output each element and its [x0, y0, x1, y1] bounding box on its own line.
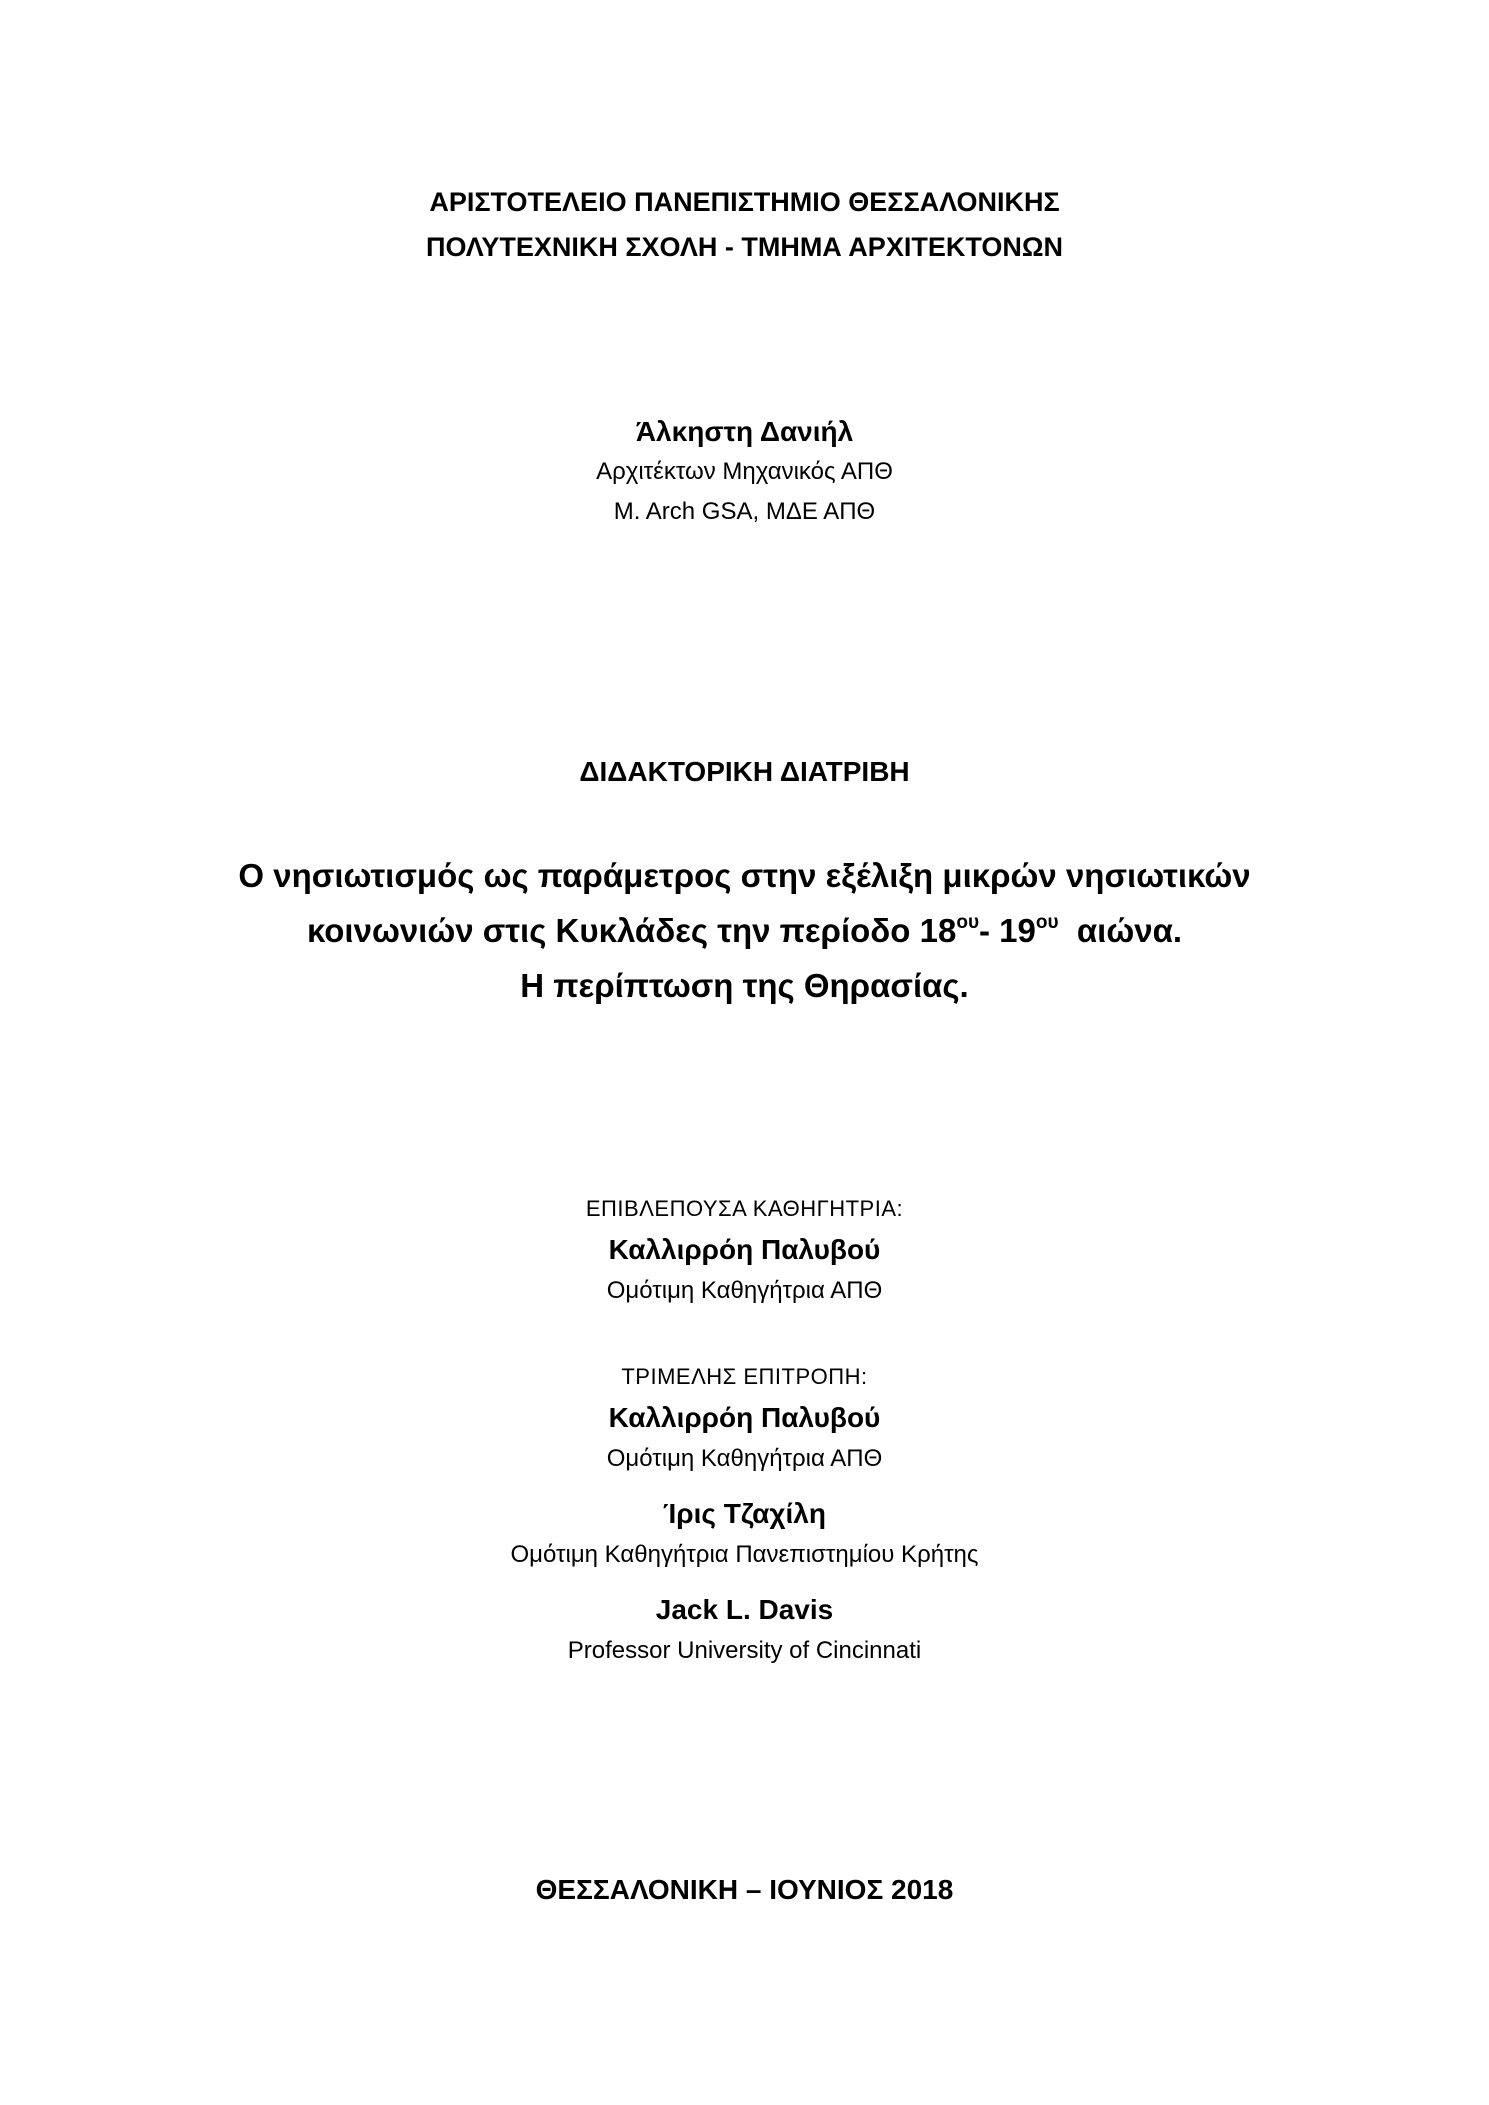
committee-member-name: Jack L. Davis — [655, 1594, 834, 1625]
committee-member-name: Ίρις Τζαχίλη — [663, 1498, 826, 1529]
supervisor-block — [0, 1190, 1489, 1310]
committee-member — [0, 1396, 1489, 1478]
title-line-2-text-a: κοινωνιών στις Κυκλάδες την περίοδο 18 — [306, 912, 957, 949]
committee-label: ΤΡΙΜΕΛΗΣ ΕΠΙΤΡΟΠΗ: — [621, 1364, 868, 1389]
committee-block — [0, 1358, 1489, 1670]
supervisor-label: ΕΠΙΒΛΕΠΟΥΣΑ ΚΑΘΗΓΗΤΡΙΑ: — [585, 1196, 904, 1221]
supervisor-name: Καλλιρρόη Παλυβού — [608, 1234, 881, 1265]
title-superscript-2: ου — [1035, 912, 1059, 933]
title-line-2 — [0, 903, 1489, 958]
committee-member-role: Ομότιμη Καθηγήτρια Πανεπιστημίου Κρήτης — [510, 1541, 979, 1568]
title-line-2-text-c: αιώνα. — [1058, 912, 1183, 949]
committee-member — [0, 1492, 1489, 1574]
title-line-1: Ο νησιωτισμός ως παράμετρος στην εξέλιξη μικρών νησιωτικών — [238, 857, 1251, 894]
supervisor-role: Ομότιμη Καθηγήτρια ΑΠΘ — [606, 1277, 883, 1304]
committee-member-name: Καλλιρρόη Παλυβού — [608, 1402, 881, 1433]
author-credential-2: M. Arch GSA, ΜΔΕ ΑΠΘ — [613, 498, 876, 525]
committee-member-role: Professor University of Cincinnati — [567, 1637, 922, 1664]
university-name: ΑΡΙΣΤΟΤΕΛΕΙΟ ΠΑΝΕΠΙΣΤΗΜΙΟ ΘΕΣΣΑΛΟΝΙΚΗΣ — [429, 187, 1060, 217]
institution-header — [0, 180, 1489, 270]
committee-member-role: Ομότιμη Καθηγήτρια ΑΠΘ — [606, 1445, 883, 1472]
document-type: ΔΙΔΑΚΤΟΡΙΚΗ ΔΙΑΤΡΙΒΗ — [579, 756, 910, 787]
author-block — [0, 412, 1489, 532]
title-line-3: Η περίπτωση της Θηρασίας. — [520, 967, 969, 1004]
author-credential-1: Αρχιτέκτων Μηχανικός ΑΠΘ — [596, 458, 893, 485]
title-line-2-text-b: - 19 — [979, 912, 1036, 949]
committee-member — [0, 1588, 1489, 1670]
thesis-title — [0, 848, 1489, 1013]
author-name: Άλκηστη Δανιήλ — [635, 416, 854, 447]
school-department: ΠΟΛΥΤΕΧΝΙΚΗ ΣΧΟΛΗ - ΤΜΗΜΑ ΑΡΧΙΤΕΚΤΟΝΩΝ — [426, 232, 1063, 262]
title-superscript-1: ου — [956, 912, 980, 933]
place-date: ΘΕΣΣΑΛΟΝΙΚΗ – ΙΟΥΝΙΟΣ 2018 — [535, 1874, 954, 1905]
